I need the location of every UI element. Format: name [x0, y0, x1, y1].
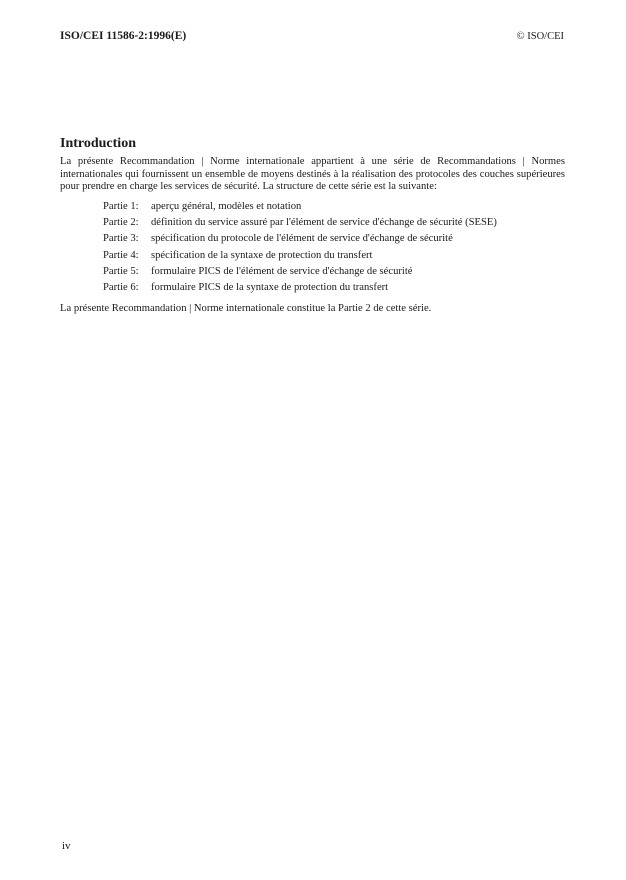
- closing-paragraph: La présente Recommandation | Norme internationale constitue la Partie 2 de cette série.: [60, 303, 432, 314]
- list-item: [103, 248, 497, 264]
- part-text: aperçu général, modèles et notation: [151, 201, 302, 212]
- part-label: Partie 4:: [103, 249, 139, 261]
- list-item: [103, 199, 497, 215]
- section-title: Introduction: [60, 136, 136, 151]
- part-text: formulaire PICS de l'élément de service d'échange de sécurité: [151, 265, 413, 277]
- intro-paragraph: La présente Recommandation | Norme internationale appartient à une série de Recommandations | Normes internationales qui fournissent un ensemble de moyens destinés à la réalisation des protocoles des couches supérieures pour prendre en charge les services de sécurité. La structure de cette série est la suivante:: [60, 156, 565, 193]
- part-text: spécification de la syntaxe de protection du transfert: [151, 249, 373, 261]
- list-item: [103, 231, 497, 247]
- part-text: formulaire PICS de la syntaxe de protection du transfert: [151, 281, 389, 293]
- parts-list: [103, 199, 497, 296]
- part-text: définition du service assuré par l'élément de service d'échange de sécurité (SESE): [151, 217, 497, 229]
- part-label: Partie 6:: [103, 281, 139, 293]
- part-label: Partie 3:: [103, 233, 139, 245]
- page-number: iv: [62, 840, 71, 852]
- part-label: Partie 1:: [103, 201, 139, 212]
- part-label: Partie 5:: [103, 265, 139, 277]
- list-item: [103, 215, 497, 231]
- part-label: Partie 2:: [103, 217, 139, 229]
- copyright-notice: © ISO/CEI: [516, 31, 564, 42]
- document-id: ISO/CEI 11586-2:1996(E): [60, 30, 187, 42]
- part-text: spécification du protocole de l'élément de service d'échange de sécurité: [151, 233, 453, 245]
- list-item: [103, 264, 497, 280]
- list-item: [103, 280, 497, 296]
